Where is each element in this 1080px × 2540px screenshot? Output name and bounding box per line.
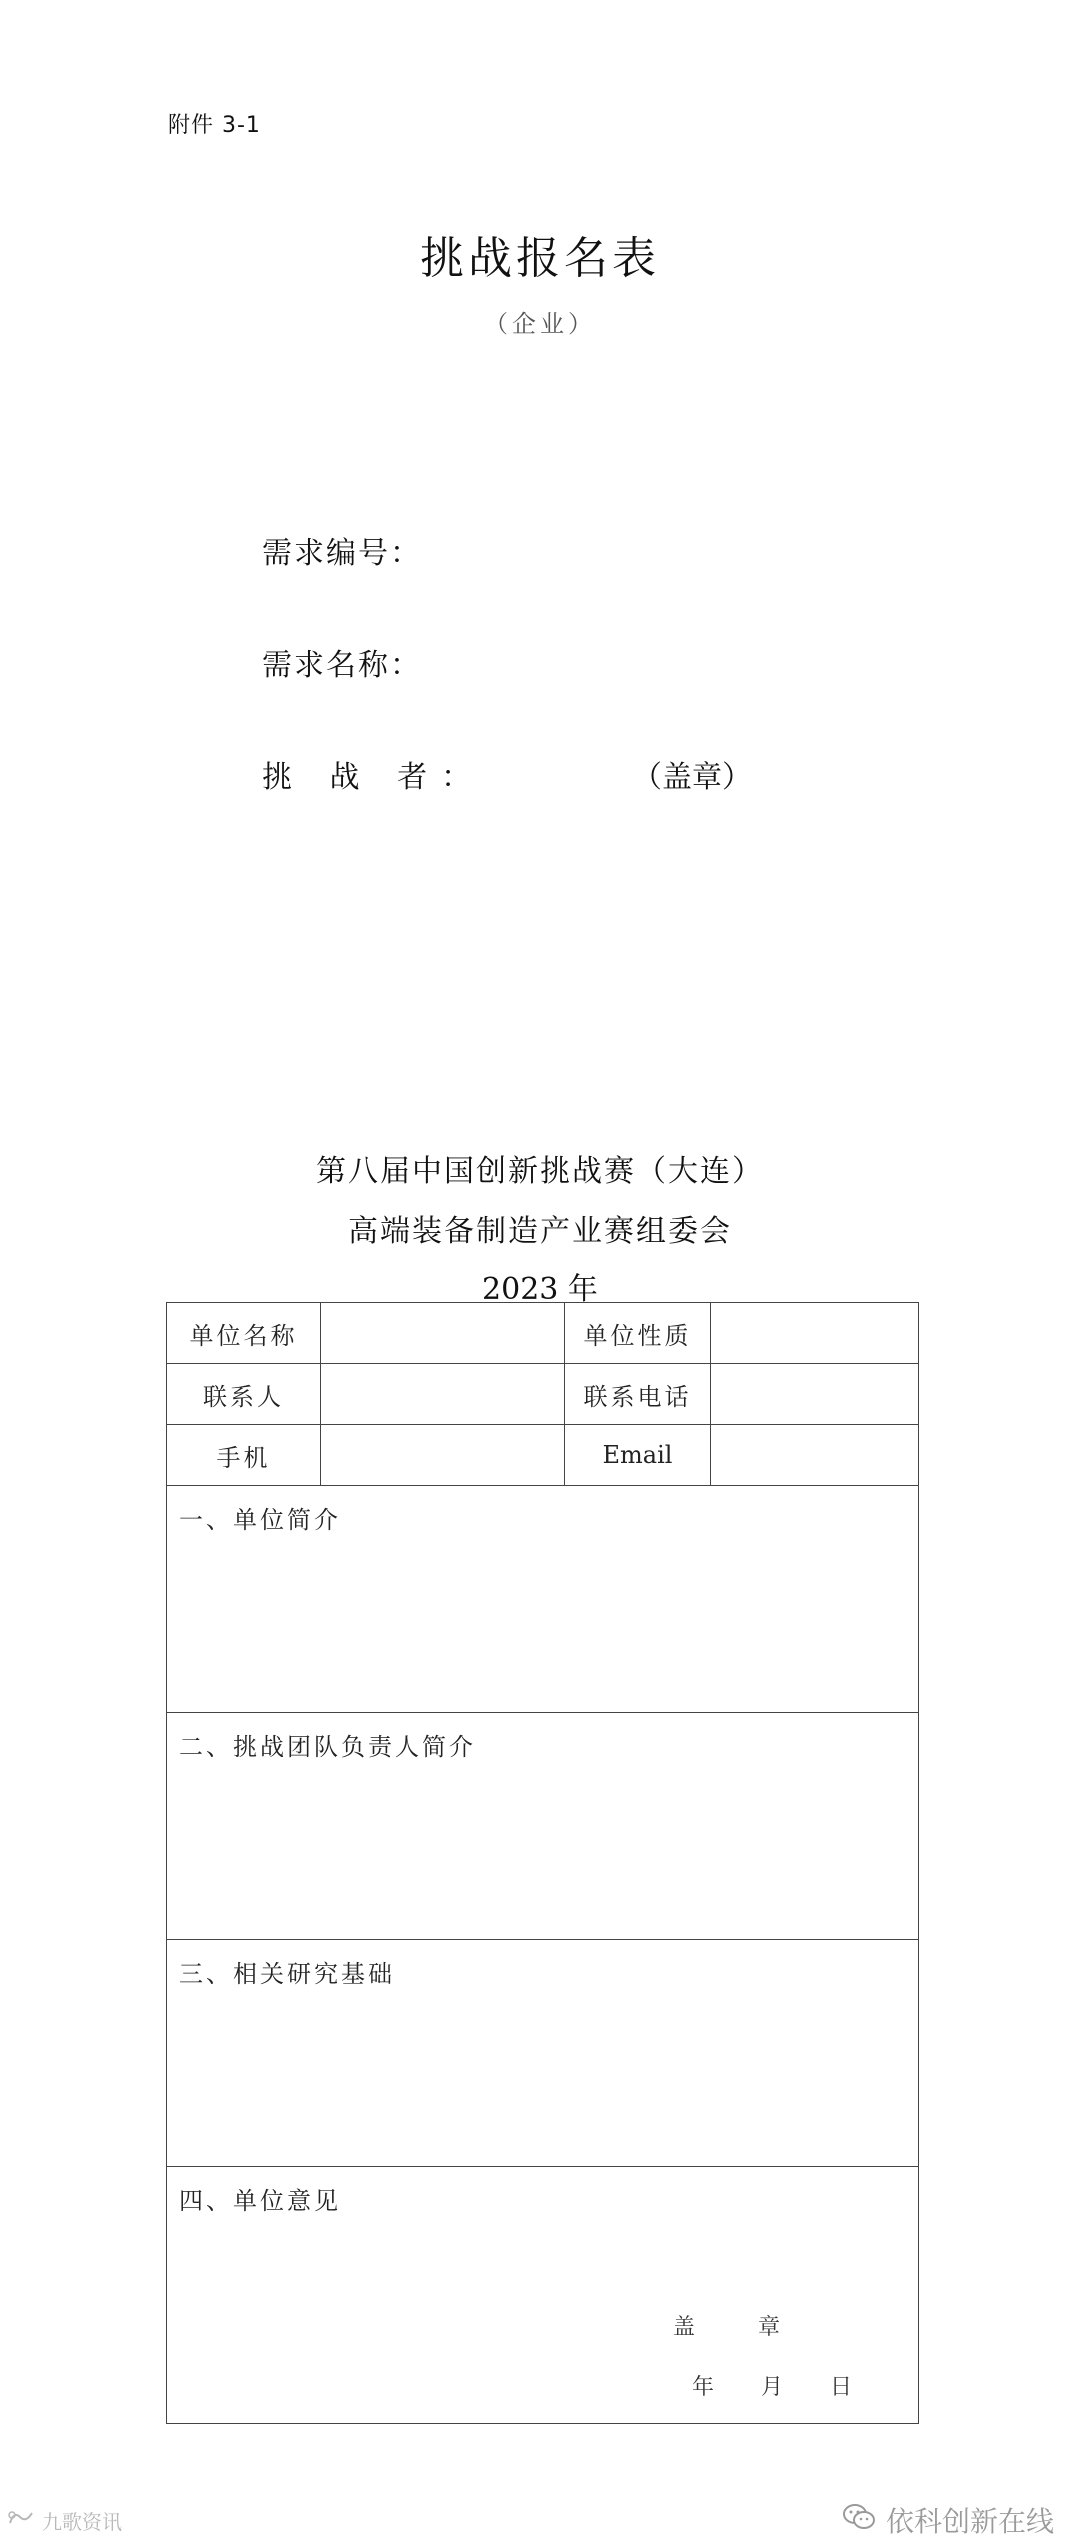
unit-name-field[interactable] [321,1303,565,1364]
contact-phone-field[interactable] [711,1364,919,1425]
watermark-right-text: 依科创新在线 [885,2505,1054,2538]
unit-name-label: 单位名称 [167,1303,321,1364]
challenger-label: 挑 战 者： [262,760,486,795]
contact-person-field[interactable] [321,1364,565,1425]
demand-name-label: 需求名称： [262,648,422,683]
unit-nature-field[interactable] [711,1303,919,1364]
logo-icon [6,2507,36,2534]
section-unit-opinion[interactable] [167,2167,919,2424]
section-research-basis-title: 三、相关研究基础 [179,1960,395,1988]
section-unit-intro-title: 一、单位简介 [179,1506,341,1534]
mobile-label: 手机 [167,1425,321,1486]
watermark-left [6,2506,122,2535]
organizer-line-1: 第八届中国创新挑战赛（大连） [316,1154,764,1189]
attachment-label: 附件 3-1 [168,113,261,138]
table-row [167,1940,919,2167]
table-row [167,1303,919,1364]
table-row [167,1713,919,1940]
mobile-field[interactable] [321,1425,565,1486]
unit-nature-label: 单位性质 [565,1303,711,1364]
table-row [167,1425,919,1486]
table-row [167,2167,919,2424]
section-team-leader-title: 二、挑战团队负责人简介 [179,1733,476,1761]
year-label: 2023 年 [482,1272,598,1307]
email-field[interactable] [711,1425,919,1486]
page-subtitle: （企业） [484,310,596,338]
contact-person-label: 联系人 [167,1364,321,1425]
contact-phone-label: 联系电话 [565,1364,711,1425]
watermark-left-text: 九歌资讯 [42,2510,122,2534]
wechat-icon [842,2503,876,2538]
watermark-right [842,2500,1054,2540]
table-row [167,1364,919,1425]
section-team-leader[interactable] [167,1713,919,1940]
table-row [167,1486,919,1713]
organizer-line-2: 高端装备制造产业赛组委会 [348,1214,732,1249]
email-label: Email [565,1425,711,1486]
registration-table [166,1302,919,2424]
section-unit-opinion-title: 四、单位意见 [179,2187,341,2215]
section-research-basis[interactable] [167,1940,919,2167]
demand-code-label: 需求编号： [262,536,422,571]
section-unit-intro[interactable] [167,1486,919,1713]
page-title: 挑战报名表 [420,233,660,284]
date-label: 年 月 日 [692,2375,852,2400]
seal-note: （盖章） [632,760,752,795]
seal-signature-label: 盖 章 [673,2315,808,2340]
